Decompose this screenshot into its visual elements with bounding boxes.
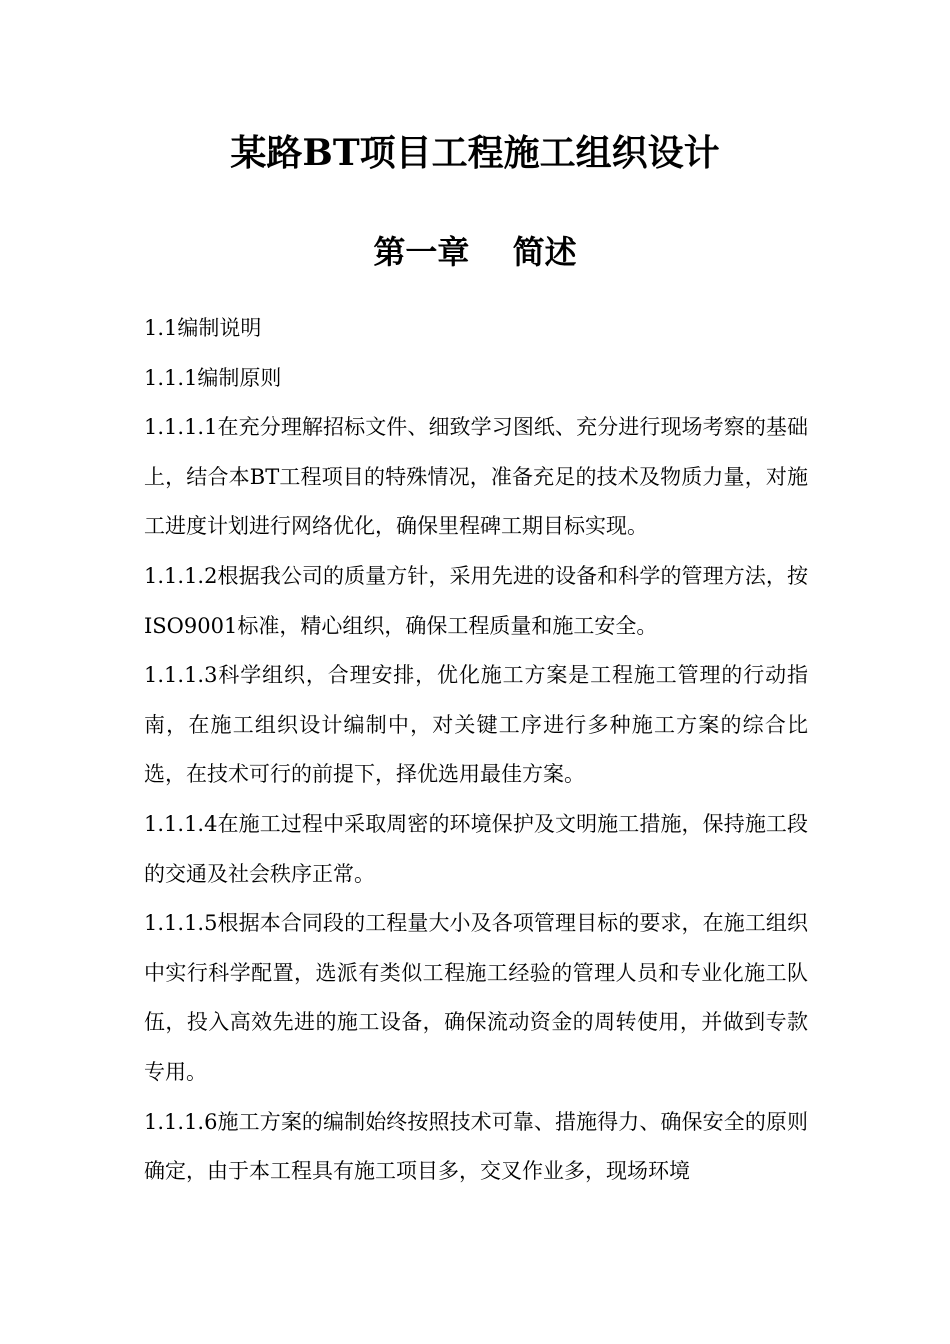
- subsection-heading: 1.1.1编制原则: [144, 365, 282, 390]
- document-title: 某路BT项目工程施工组织设计: [230, 132, 720, 174]
- paragraph-1-1-1-5: 1.1.1.5根据本合同段的工程量大小及各项管理目标的要求，在施工组织中实行科学配置，选派有类似工程施工经验的管理人员和专业化施工队伍，投入高效先进的施工设备，确保流动资金的周转使用，并做到专款专用。: [144, 911, 808, 1084]
- paragraph-1-1-1-3: 1.1.1.3科学组织，合理安排，优化施工方案是工程施工管理的行动指南，在施工组织设计编制中，对关键工序进行多种施工方案的综合比选，在技术可行的前提下，择优选用最佳方案。: [144, 663, 808, 787]
- section-heading: 1.1编制说明: [144, 316, 262, 340]
- paragraph-1-1-1-4: 1.1.1.4在施工过程中采取周密的环境保护及文明施工措施，保持施工段的交通及社会秩序正常。: [144, 811, 808, 886]
- paragraph-1-1-1-2: 1.1.1.2根据我公司的质量方针，采用先进的设备和科学的管理方法，按ISO9001标准，精心组织，确保工程质量和施工安全。: [144, 563, 808, 638]
- document-body: [144, 304, 808, 1197]
- chapter-title: 第一章 简述: [373, 233, 577, 271]
- paragraph-1-1-1-1: 1.1.1.1在充分理解招标文件、细致学习图纸、充分进行现场考察的基础上，结合本BT工程项目的特殊情况，准备充足的技术及物质力量，对施工进度计划进行网络优化，确保里程碑工期目标实现。: [144, 415, 808, 539]
- paragraph-1-1-1-6: 1.1.1.6施工方案的编制始终按照技术可靠、措施得力、确保安全的原则确定，由于本工程具有施工项目多，交叉作业多，现场环境: [144, 1109, 808, 1184]
